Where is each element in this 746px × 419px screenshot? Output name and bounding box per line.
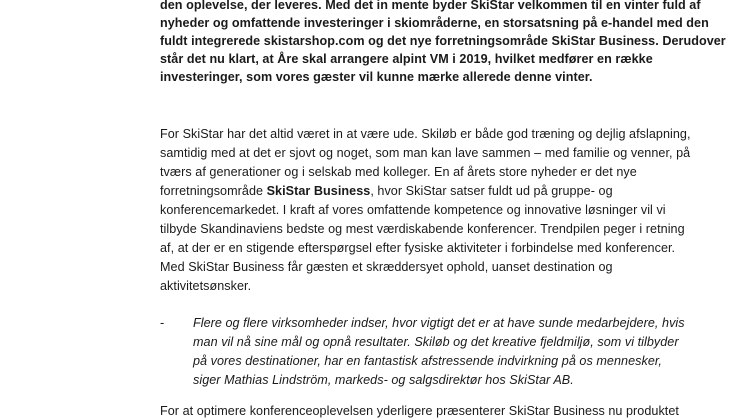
body-text: , hvor SkiStar satser fuldt ud på gruppe- og	[370, 184, 613, 198]
list-dash: -	[160, 316, 165, 330]
quote-line: Flere og flere virksomheder indser, hvor vigtigt det er at have sunde medarbejdere, hvis	[193, 316, 685, 330]
lead-line: nyheder og omfattende investeringer i skiområderne, en storsatsning på e-handel med den	[160, 16, 709, 30]
lead-line: den oplevelse, der leveres. Med det in mente byder SkiStar velkommen til en vinter fuld af	[160, 0, 701, 12]
quote-line: på vores destinationer, har en fantastisk afstressende indvirkning på os mennesker,	[193, 354, 662, 368]
quote-line: man vil nå sine mål og opnå resultater. Skiløb og det kreative fjeldmiljø, som vi tilbyder	[193, 335, 679, 349]
body-line	[160, 183, 613, 199]
skistar-business-emphasis: SkiStar Business	[266, 184, 371, 198]
body-line: tværs af generationer og i selskab med kolleger. En af årets store nyheder er det nye	[160, 165, 637, 179]
body-line: For SkiStar har det altid været in at være ude. Skiløb er både god træning og dejlig afslapning,	[160, 127, 691, 141]
quote-line: siger Mathias Lindström, markeds- og salgsdirektør hos SkiStar AB.	[193, 373, 574, 387]
body-line: For at optimere konferenceoplevelsen yderligere præsenterer SkiStar Business nu produktet	[160, 404, 679, 418]
lead-line: fuldt integrerede skistarshop.com og det nye forretningsområde SkiStar Business. Derudover	[160, 34, 726, 48]
lead-line: investeringer, som vores gæster vil kunne mærke allerede denne vinter.	[160, 70, 593, 84]
body-line: aktivitetsønsker.	[160, 279, 252, 293]
body-text: forretningsområde	[160, 184, 267, 198]
body-line: af, at der er en stigende efterspørgsel efter fysiske aktiviteter i forbindelse med konferencer.	[160, 241, 676, 255]
lead-line: står det nu klart, at Åre skal arrangere alpint VM i 2019, hvilket medfører en række	[160, 52, 653, 66]
body-line: konferencemarkedet. I kraft af vores omfattende kompetence og innovative løsninger vil vi	[160, 203, 666, 217]
body-line: tilbyde Skandinaviens bedste og mest værdiskabende konferencer. Trendpilen peger i retning	[160, 222, 685, 236]
body-line: samtidig med at det er sjovt og noget, som man kan lave sammen – med familie og venner, på	[160, 146, 691, 160]
body-line: Med SkiStar Business får gæsten et skræddersyet ophold, uanset destination og	[160, 260, 613, 274]
